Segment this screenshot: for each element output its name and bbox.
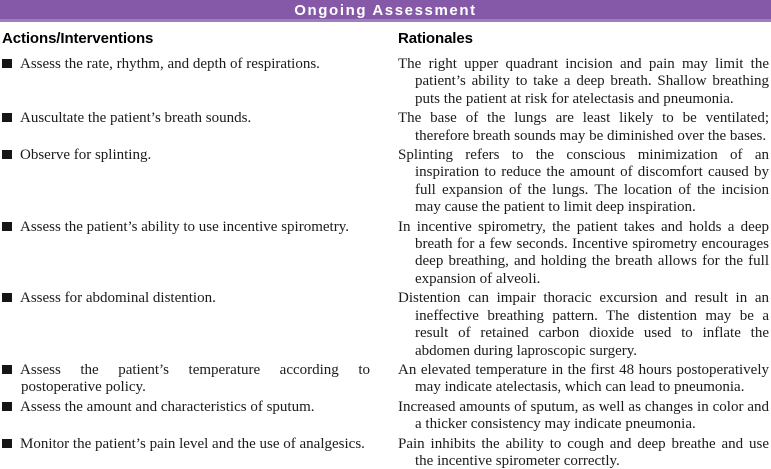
rationale-cell xyxy=(398,110,769,145)
column-header-actions: Actions/Interventions xyxy=(2,30,154,47)
rationale-text: In incentive spirometry, the patient takes and holds a deep breath for a few seconds. Incentive spirometry encourages deep breathing, and holding the breath allows for the full expansion of alveoli. xyxy=(398,218,769,287)
action-text: Assess the patient’s ability to use incentive spirometry. xyxy=(20,218,349,235)
bullet-square-icon xyxy=(2,150,12,159)
action-cell xyxy=(2,436,398,469)
rationale-cell xyxy=(398,147,769,217)
rationale-cell xyxy=(398,436,769,469)
rationale-text: Pain inhibits the ability to cough and deep breathe and use the incentive spirometer correctly. xyxy=(398,435,769,469)
page-title: Ongoing Assessment xyxy=(294,2,477,19)
bullet-square-icon xyxy=(2,365,12,374)
bullet-square-icon xyxy=(2,59,12,68)
table-row xyxy=(2,110,769,147)
title-bar xyxy=(0,0,771,22)
bullet-square-icon xyxy=(2,113,12,122)
rationale-text: Distention can impair thoracic excursion and result in an ineffective breathing pattern. The distention may be a result of retained carbon dioxide used to inflate the abdomen during laproscopic surgery. xyxy=(398,290,769,359)
table-row xyxy=(2,362,769,399)
action-cell xyxy=(2,290,398,360)
table-row xyxy=(2,399,769,436)
bullet-square-icon xyxy=(2,439,12,448)
rationale-text: Splinting refers to the conscious minimization of an inspiration to reduce the amount of discomfort caused by full expansion of the lungs. The location of the incision may cause the patient to limit deep inspiration. xyxy=(398,147,769,216)
bullet-square-icon xyxy=(2,222,12,231)
action-text: Assess the rate, rhythm, and depth of respirations. xyxy=(20,56,320,72)
action-text: Assess the patient’s temperature according to postoperative policy. xyxy=(20,361,370,396)
table-row xyxy=(2,219,769,291)
rationale-cell xyxy=(398,362,769,397)
action-cell xyxy=(2,362,398,397)
action-cell xyxy=(2,110,398,145)
rationale-text: An elevated temperature in the first 48 hours postoperatively may indicate atelectasis, which can lead to pneumonia. xyxy=(398,361,769,396)
table-row xyxy=(2,290,769,362)
action-text: Monitor the patient’s pain level and the use of analgesics. xyxy=(20,435,365,452)
rationale-cell xyxy=(398,290,769,360)
table-body xyxy=(0,56,771,469)
rationale-cell xyxy=(398,219,769,289)
bullet-square-icon xyxy=(2,293,12,302)
rationale-text: The base of the lungs are least likely to be ventilated; therefore breath sounds may be diminished over the bases. xyxy=(398,110,769,144)
column-header-row xyxy=(0,22,771,56)
action-cell xyxy=(2,219,398,289)
action-text: Auscultate the patient’s breath sounds. xyxy=(20,110,252,127)
rationale-cell xyxy=(398,399,769,434)
action-text: Assess for abdominal distention. xyxy=(20,290,216,307)
action-text: Observe for splinting. xyxy=(20,147,152,164)
table-row xyxy=(2,56,769,110)
rationale-cell xyxy=(398,56,769,108)
rationale-text: The right upper quadrant incision and pain may limit the patient’s ability to take a deep breath. Shallow breathing puts the patient at risk for atelectasis and pneumonia. xyxy=(398,56,769,107)
bullet-square-icon xyxy=(2,402,12,411)
action-text: Assess the amount and characteristics of sputum. xyxy=(20,398,315,415)
action-cell xyxy=(2,147,398,217)
action-cell xyxy=(2,56,398,108)
table-row xyxy=(2,436,769,469)
table-row xyxy=(2,147,769,219)
rationale-text: Increased amounts of sputum, as well as changes in color and a thicker consistency may indicate pneumonia. xyxy=(398,398,769,433)
column-header-rationales: Rationales xyxy=(398,30,473,47)
action-cell xyxy=(2,399,398,434)
